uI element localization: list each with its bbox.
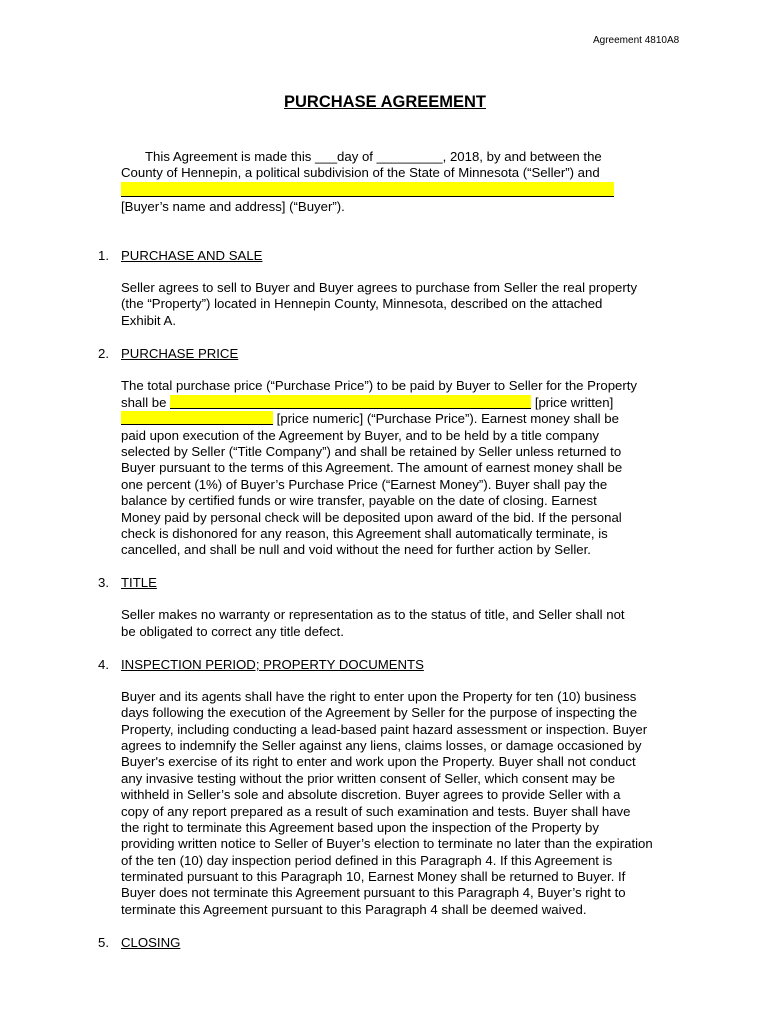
section-2-line: balance by certified funds or wire transfer, payable on the date of closing. Earnest — [121, 493, 597, 508]
section-4-number: 4. — [98, 657, 109, 672]
price-numeric-label: [price numeric] (“Purchase Price”). Earnest money shall be — [276, 411, 619, 426]
section-4-line: days following the execution of the Agreement by Seller for the purpose of inspecting the — [121, 705, 638, 720]
section-4-line: agrees to indemnify the Seller against any liens, claims losses, or damage occasioned by — [121, 738, 642, 753]
price-written-label: [price written] — [534, 395, 614, 410]
section-4-line: Property, including conducting a lead-based paint hazard assessment or inspection. Buyer — [121, 722, 648, 737]
section-2-line: check is dishonored for any reason, this Agreement shall automatically terminate, is — [121, 526, 608, 541]
section-4-line: providing written notice to Seller of Buyer’s election to terminate no later than the expiration — [121, 836, 653, 851]
buyer-name-field[interactable] — [121, 182, 614, 197]
section-4-line: withheld in Seller’s sole and absolute discretion. Buyer agrees to provide Seller with a — [121, 787, 621, 802]
section-4-heading: INSPECTION PERIOD; PROPERTY DOCUMENTS — [121, 657, 424, 672]
section-4-line: Buyer does not terminate this Agreement pursuant to this Paragraph 4, Buyer’s right to — [121, 885, 626, 900]
section-2-line: selected by Seller (“Title Company”) and shall be retained by Seller unless returned to — [121, 444, 622, 459]
section-2-line: Buyer pursuant to the terms of this Agreement. The amount of earnest money shall be — [121, 460, 623, 475]
section-1-line: Seller agrees to sell to Buyer and Buyer agrees to purchase from Seller the real property — [121, 280, 638, 295]
section-4-line: the right to terminate this Agreement based upon the inspection of the Property by — [121, 820, 599, 835]
section-2-line — [121, 395, 613, 411]
section-2-line: Money paid by personal check will be deposited upon award of the bid. If the personal — [121, 510, 622, 525]
section-5-number: 5. — [98, 935, 109, 950]
intro-line-4: [Buyer’s name and address] (“Buyer”). — [121, 199, 345, 214]
section-4-line: Buyer and its agents shall have the right to enter upon the Property for ten (10) business — [121, 689, 637, 704]
section-2-heading: PURCHASE PRICE — [121, 346, 239, 361]
shall-be-label: shall be — [121, 395, 167, 410]
section-4-line: copy of any report prepared as a result of such examination and tests. Buyer shall have — [121, 804, 631, 819]
price-numeric-field[interactable] — [121, 411, 273, 425]
section-3-line: Seller makes no warranty or representation as to the status of title, and Seller shall not — [121, 607, 625, 622]
section-2-line: The total purchase price (“Purchase Price”) to be paid by Buyer to Seller for the Property — [121, 378, 638, 393]
section-4-line: terminated pursuant to this Paragraph 10, Earnest Money shall be returned to Buyer. If — [121, 869, 626, 884]
intro-line-2: County of Hennepin, a political subdivision of the State of Minnesota (“Seller”) and — [121, 165, 600, 180]
section-1-number: 1. — [98, 248, 109, 263]
document-title: PURCHASE AGREEMENT — [284, 93, 486, 111]
agreement-reference: Agreement 4810A8 — [593, 35, 680, 46]
section-4-line: terminate this Agreement pursuant to this Paragraph 4 shall be deemed waived. — [121, 902, 587, 917]
section-1-line: (the “Property”) located in Hennepin County, Minnesota, described on the attached — [121, 296, 603, 311]
section-2-line: paid upon execution of the Agreement by Buyer, and to be held by a title company — [121, 428, 600, 443]
section-3-heading: TITLE — [121, 575, 157, 590]
section-2-line — [121, 411, 619, 427]
section-3-line: be obligated to correct any title defect. — [121, 624, 344, 639]
section-2-line: one percent (1%) of Buyer’s Purchase Price (“Earnest Money”). Buyer shall pay the — [121, 477, 608, 492]
section-1-line: Exhibit A. — [121, 313, 176, 328]
section-5-heading: CLOSING — [121, 935, 181, 950]
section-2-line: cancelled, and shall be null and void without the need for further action by Seller. — [121, 542, 591, 557]
section-3-number: 3. — [98, 575, 109, 590]
section-4-line: Buyer's exercise of its right to enter and work upon the Property. Buyer shall not conduct — [121, 754, 636, 769]
section-4-line: any invasive testing without the prior written consent of Seller, which consent may be — [121, 771, 616, 786]
price-written-field[interactable] — [170, 395, 531, 409]
section-2-number: 2. — [98, 346, 109, 361]
section-1-heading: PURCHASE AND SALE — [121, 248, 263, 263]
intro-line-1: This Agreement is made this ___day of _________, 2018, by and between the — [145, 149, 602, 164]
section-4-line: of the ten (10) day inspection period defined in this Paragraph 4. If this Agreement is — [121, 853, 613, 868]
